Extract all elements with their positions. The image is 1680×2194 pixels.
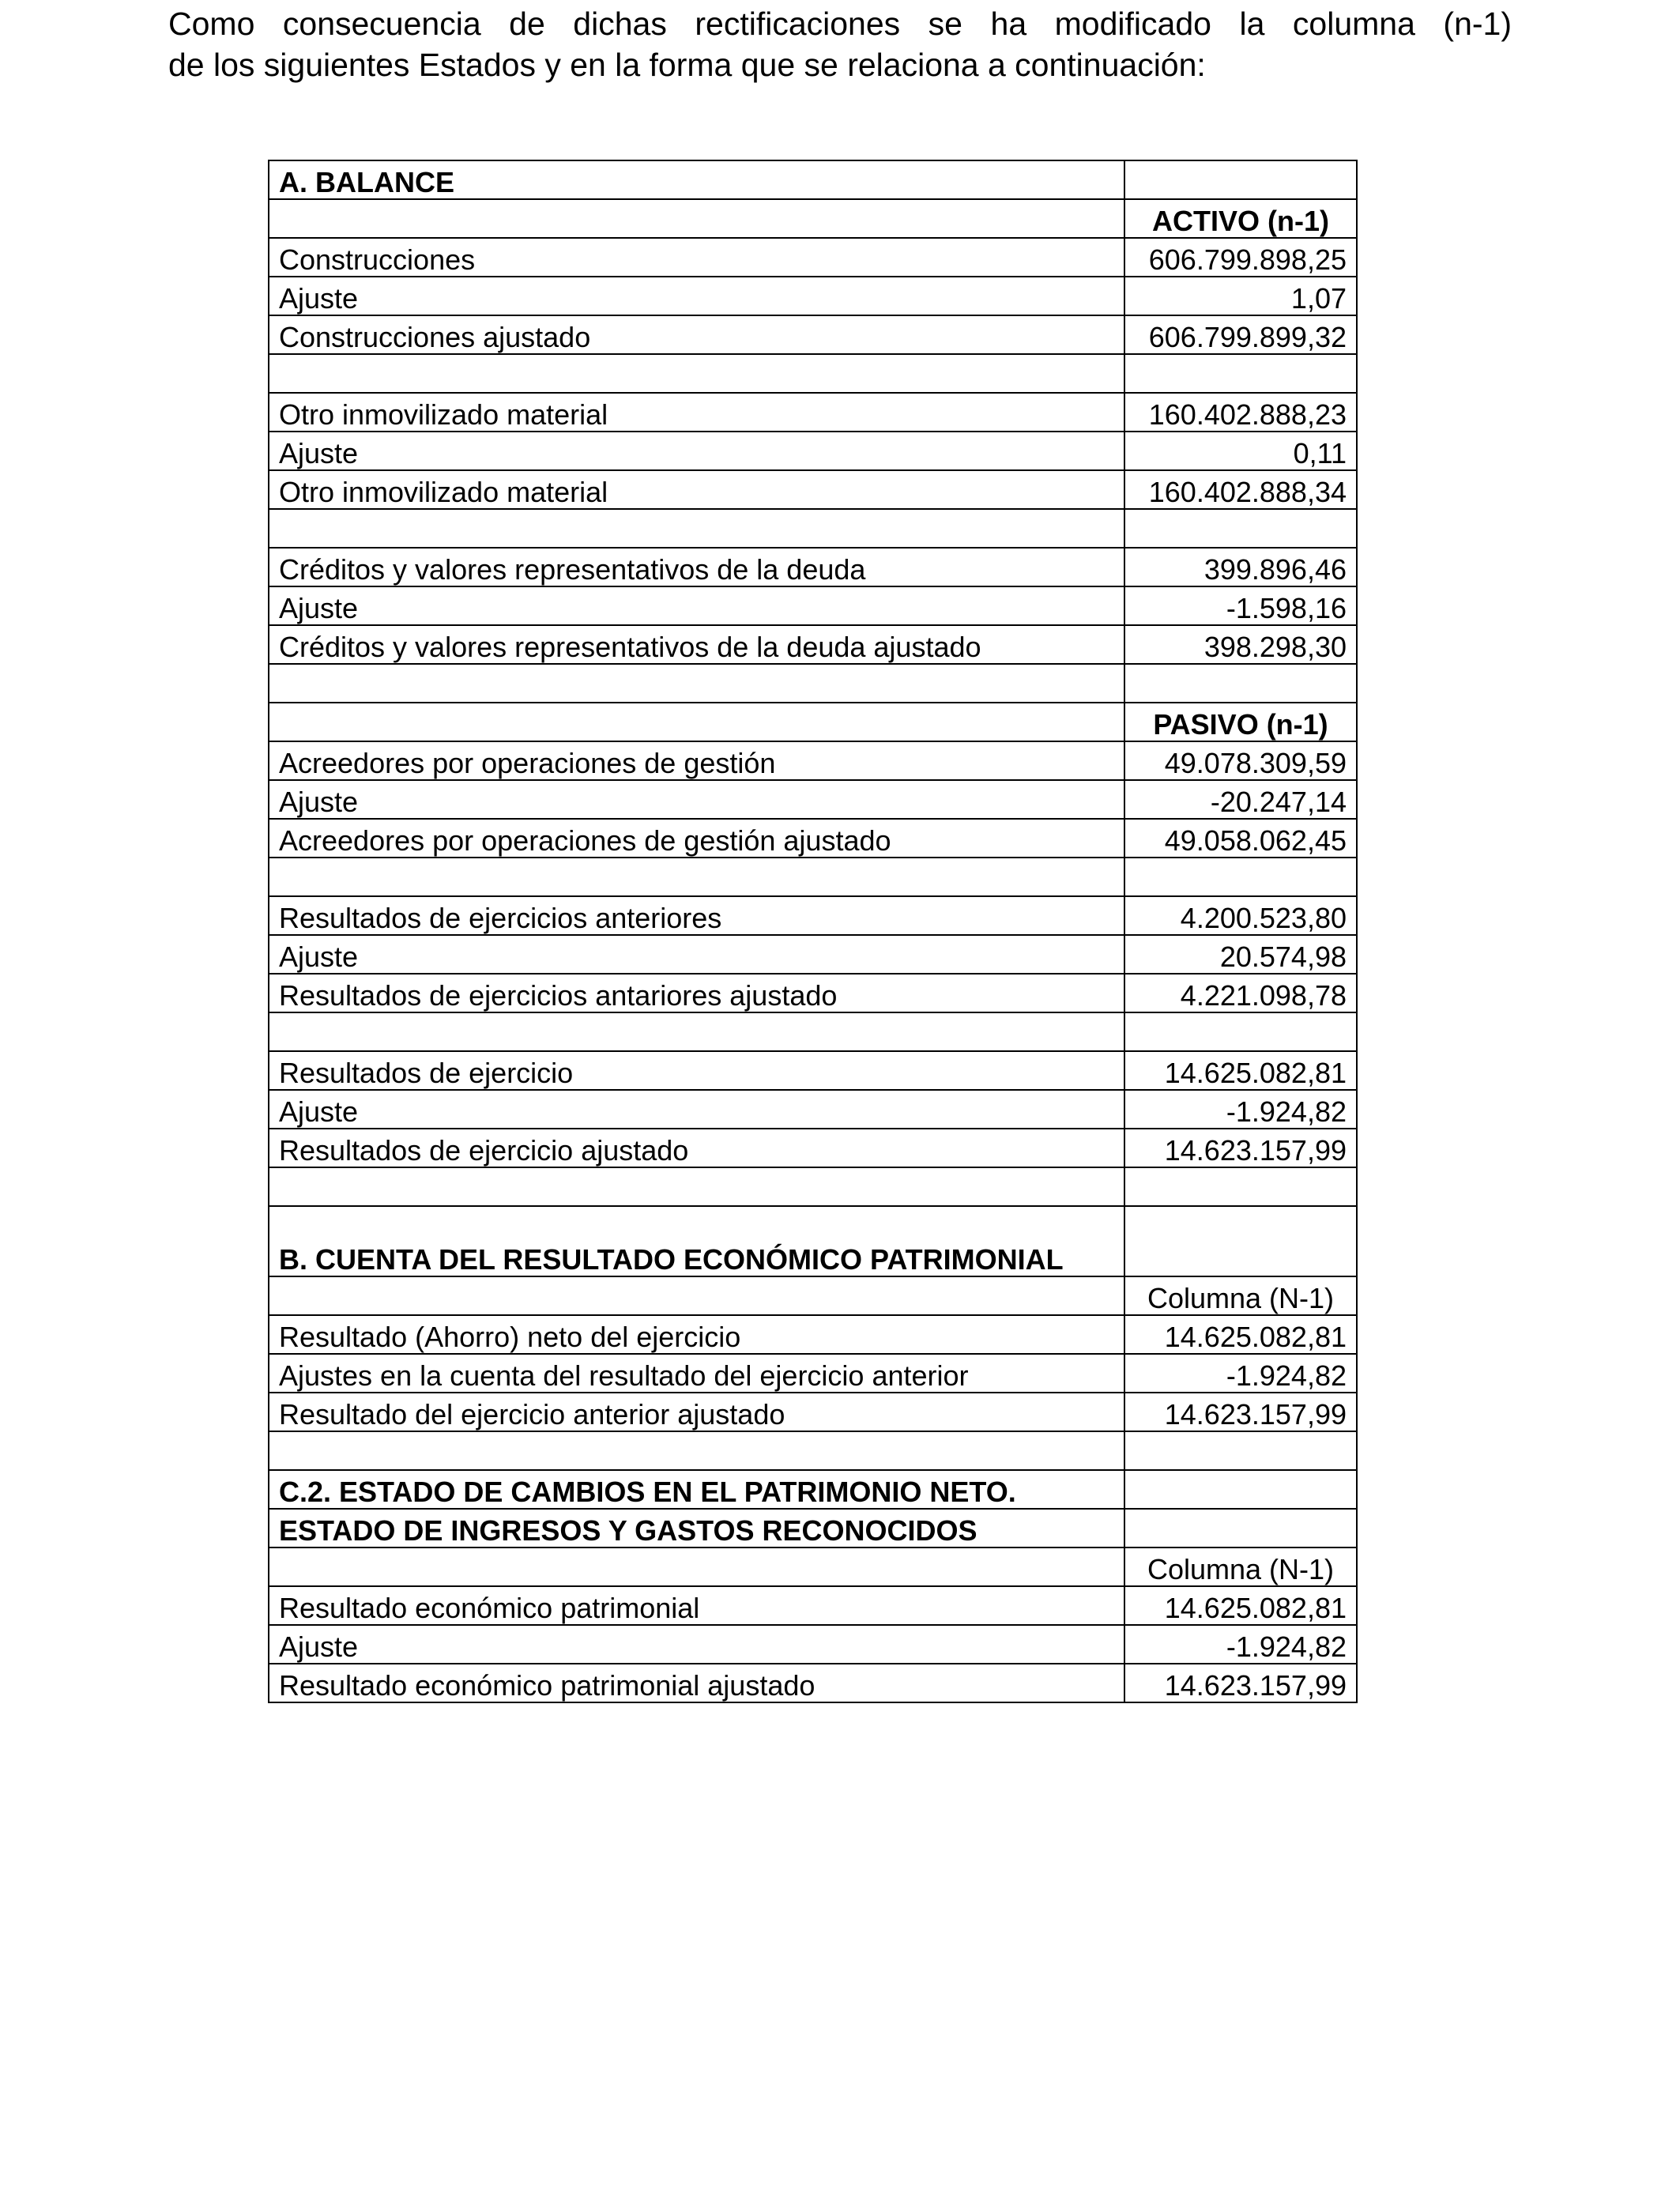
row-value: 1,07	[1124, 277, 1357, 315]
table-row-blank	[269, 664, 1357, 703]
row-label	[269, 1167, 1124, 1206]
row-value: 14.625.082,81	[1124, 1315, 1357, 1354]
table-row-column-header	[269, 703, 1357, 741]
table-row-section	[269, 160, 1357, 199]
table-row	[269, 1129, 1357, 1167]
row-label: Construcciones ajustado	[269, 315, 1124, 354]
row-label: Ajuste	[269, 586, 1124, 625]
section-title: ESTADO DE INGRESOS Y GASTOS RECONOCIDOS	[269, 1509, 1124, 1547]
row-label: Resultados de ejercicio	[269, 1051, 1124, 1090]
row-label	[269, 664, 1124, 703]
row-label: Ajuste	[269, 1625, 1124, 1664]
intro-line-2: de los siguientes Estados y en la forma que se relaciona a continuación:	[168, 47, 1206, 83]
table-row-blank	[269, 1167, 1357, 1206]
row-label: Resultados de ejercicios antariores ajustado	[269, 974, 1124, 1012]
table-row	[269, 1586, 1357, 1625]
table-row-blank	[269, 1012, 1357, 1051]
row-label: Ajuste	[269, 432, 1124, 470]
row-label	[269, 509, 1124, 548]
table-row	[269, 819, 1357, 858]
table-row	[269, 315, 1357, 354]
table-row	[269, 1664, 1357, 1702]
table-row-section	[269, 1206, 1357, 1276]
table-row-blank	[269, 1431, 1357, 1470]
row-value: -1.924,82	[1124, 1354, 1357, 1393]
adjustments-table	[268, 160, 1358, 1703]
row-value: 399.896,46	[1124, 548, 1357, 586]
table-row	[269, 238, 1357, 277]
table-row	[269, 896, 1357, 935]
table-row	[269, 277, 1357, 315]
table-row	[269, 470, 1357, 509]
row-value	[1124, 1206, 1357, 1276]
row-value: 14.623.157,99	[1124, 1393, 1357, 1431]
table-row-blank	[269, 858, 1357, 896]
row-label: Resultado económico patrimonial	[269, 1586, 1124, 1625]
row-label: Créditos y valores representativos de la deuda	[269, 548, 1124, 586]
table-row	[269, 780, 1357, 819]
row-value: 4.200.523,80	[1124, 896, 1357, 935]
row-label: Acreedores por operaciones de gestión ajustado	[269, 819, 1124, 858]
row-label: Ajuste	[269, 277, 1124, 315]
row-value: -1.598,16	[1124, 586, 1357, 625]
row-value	[1124, 160, 1357, 199]
row-value	[1124, 1167, 1357, 1206]
table-row	[269, 741, 1357, 780]
row-value: 14.623.157,99	[1124, 1664, 1357, 1702]
row-value: 49.058.062,45	[1124, 819, 1357, 858]
table-row	[269, 548, 1357, 586]
row-value	[1124, 354, 1357, 393]
row-label: Construcciones	[269, 238, 1124, 277]
table-row	[269, 1051, 1357, 1090]
table-row-column-header	[269, 1547, 1357, 1586]
row-label	[269, 703, 1124, 741]
table-row	[269, 1090, 1357, 1129]
row-label: Ajuste	[269, 1090, 1124, 1129]
table-row	[269, 393, 1357, 432]
row-value: 160.402.888,34	[1124, 470, 1357, 509]
table-row-blank	[269, 354, 1357, 393]
row-value: 398.298,30	[1124, 625, 1357, 664]
column-header: Columna (N-1)	[1124, 1276, 1357, 1315]
table-row	[269, 935, 1357, 974]
table-row-blank	[269, 509, 1357, 548]
row-value	[1124, 858, 1357, 896]
row-value: 14.625.082,81	[1124, 1586, 1357, 1625]
intro-line-1: Como consecuencia de dichas rectificaciones se ha modificado la columna (n-1)	[168, 6, 1512, 42]
table-row-column-header	[269, 199, 1357, 238]
row-label: Acreedores por operaciones de gestión	[269, 741, 1124, 780]
row-value: 160.402.888,23	[1124, 393, 1357, 432]
row-value	[1124, 664, 1357, 703]
table-row-section	[269, 1509, 1357, 1547]
row-label: Otro inmovilizado material	[269, 470, 1124, 509]
row-value: -1.924,82	[1124, 1625, 1357, 1664]
table-row	[269, 974, 1357, 1012]
intro-paragraph	[168, 3, 1512, 85]
adjustments-table-body	[269, 160, 1357, 1702]
row-label: Resultados de ejercicios anteriores	[269, 896, 1124, 935]
row-value	[1124, 1470, 1357, 1509]
row-value: -20.247,14	[1124, 780, 1357, 819]
row-label: Resultado económico patrimonial ajustado	[269, 1664, 1124, 1702]
table-row-section	[269, 1470, 1357, 1509]
row-value: 14.625.082,81	[1124, 1051, 1357, 1090]
row-label: Resultado (Ahorro) neto del ejercicio	[269, 1315, 1124, 1354]
row-value: 20.574,98	[1124, 935, 1357, 974]
column-header: Columna (N-1)	[1124, 1547, 1357, 1586]
row-value: 49.078.309,59	[1124, 741, 1357, 780]
row-label	[269, 1012, 1124, 1051]
section-title: C.2. ESTADO DE CAMBIOS EN EL PATRIMONIO NETO.	[269, 1470, 1124, 1509]
row-label: Ajuste	[269, 780, 1124, 819]
row-label: Créditos y valores representativos de la deuda ajustado	[269, 625, 1124, 664]
table-row	[269, 1315, 1357, 1354]
row-value: 606.799.898,25	[1124, 238, 1357, 277]
column-header: ACTIVO (n-1)	[1124, 199, 1357, 238]
row-label	[269, 1431, 1124, 1470]
table-row	[269, 586, 1357, 625]
table-row	[269, 1625, 1357, 1664]
table-row	[269, 1354, 1357, 1393]
row-value: -1.924,82	[1124, 1090, 1357, 1129]
row-value	[1124, 1012, 1357, 1051]
row-label: Resultados de ejercicio ajustado	[269, 1129, 1124, 1167]
row-value: 4.221.098,78	[1124, 974, 1357, 1012]
table-row-column-header	[269, 1276, 1357, 1315]
row-label: Ajuste	[269, 935, 1124, 974]
row-label: Otro inmovilizado material	[269, 393, 1124, 432]
section-title: B. CUENTA DEL RESULTADO ECONÓMICO PATRIMONIAL	[269, 1206, 1124, 1276]
row-value	[1124, 509, 1357, 548]
column-header: PASIVO (n-1)	[1124, 703, 1357, 741]
row-label	[269, 1276, 1124, 1315]
row-label	[269, 199, 1124, 238]
row-label	[269, 1547, 1124, 1586]
row-value: 0,11	[1124, 432, 1357, 470]
table-row	[269, 625, 1357, 664]
row-label: Resultado del ejercicio anterior ajustado	[269, 1393, 1124, 1431]
row-label	[269, 858, 1124, 896]
table-row	[269, 1393, 1357, 1431]
row-label	[269, 354, 1124, 393]
row-value	[1124, 1509, 1357, 1547]
section-title: A. BALANCE	[269, 160, 1124, 199]
row-value	[1124, 1431, 1357, 1470]
row-value: 14.623.157,99	[1124, 1129, 1357, 1167]
table-row	[269, 432, 1357, 470]
row-value: 606.799.899,32	[1124, 315, 1357, 354]
row-label: Ajustes en la cuenta del resultado del ejercicio anterior	[269, 1354, 1124, 1393]
